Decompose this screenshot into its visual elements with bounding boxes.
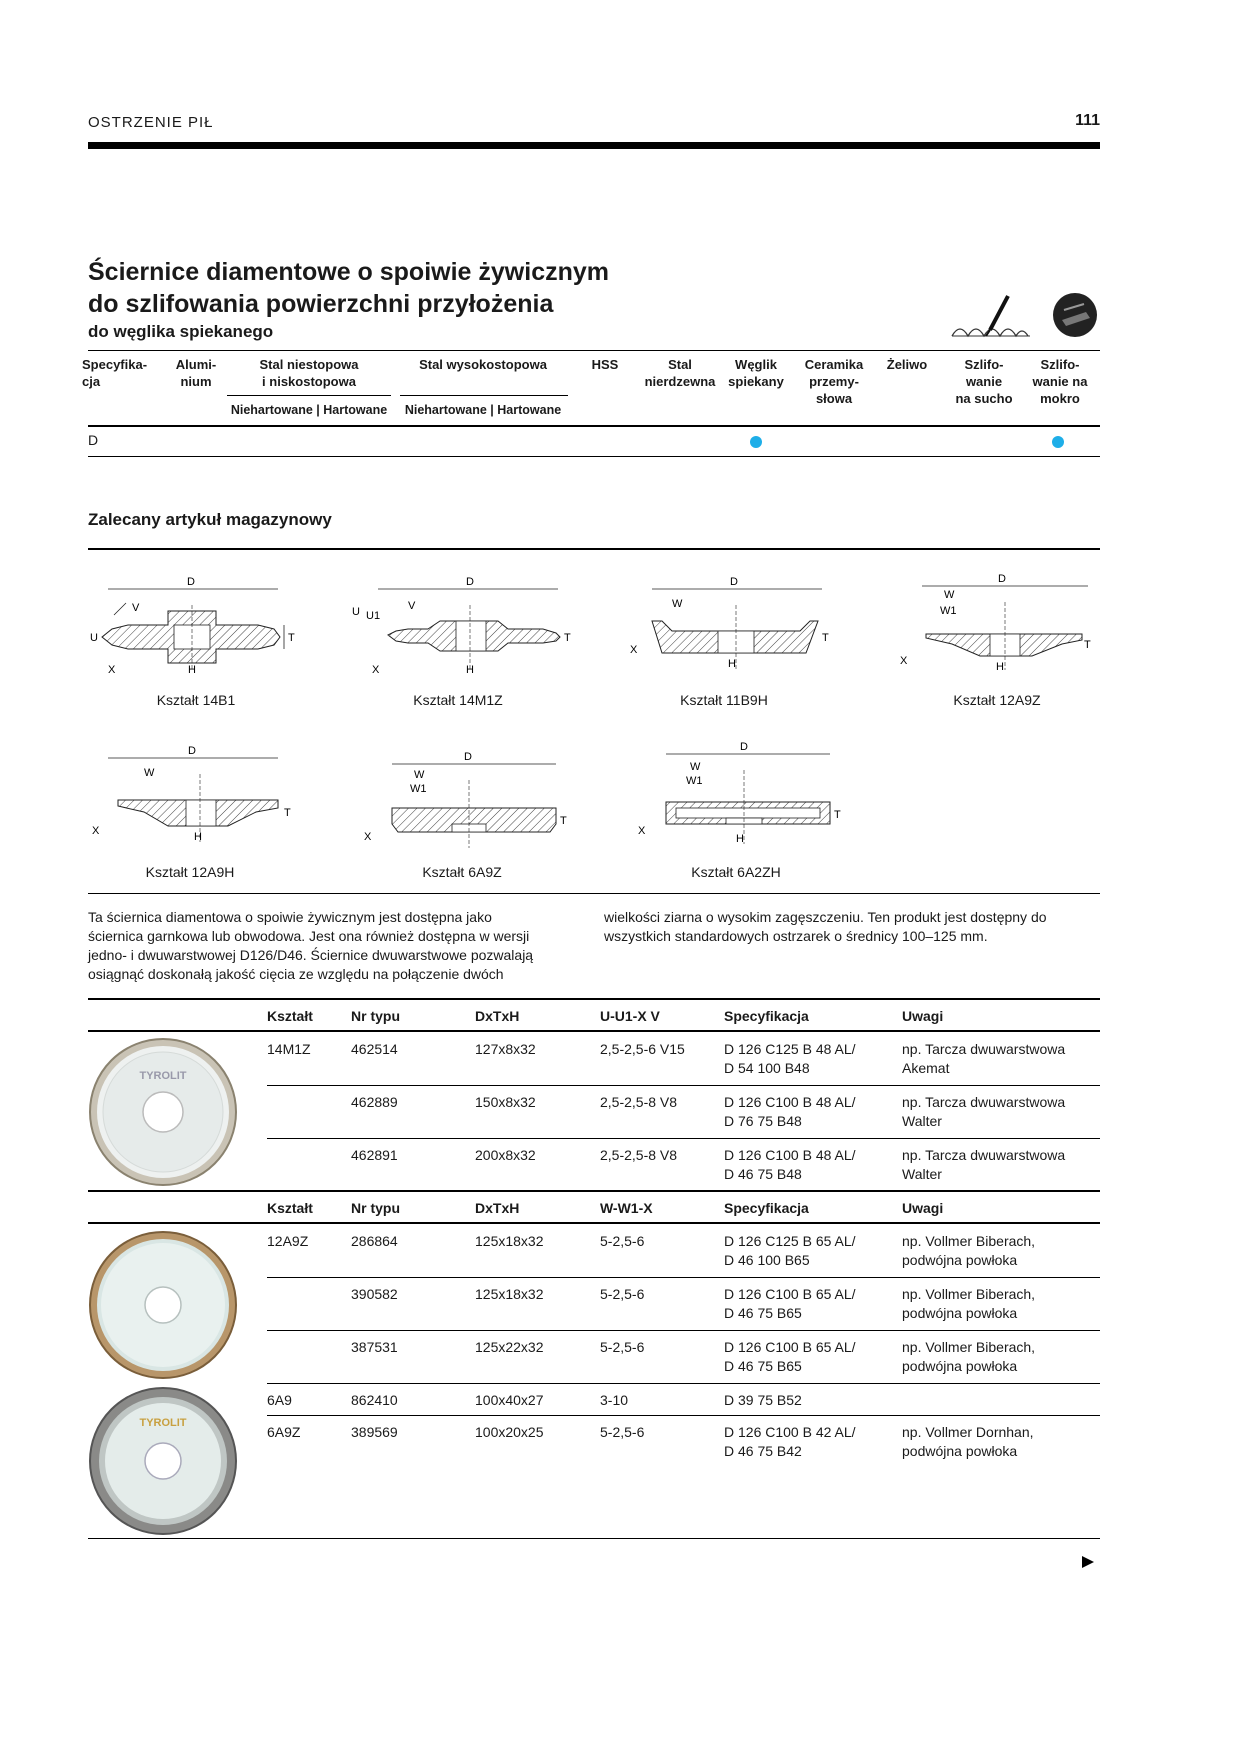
app-head-mokro: Szlifo- wanie na mokro [1032, 357, 1088, 406]
t2-head-shape: Kształt [267, 1200, 313, 1216]
caption-11b9h: Kształt 11B9H [680, 692, 768, 708]
svg-text:H: H [194, 831, 202, 843]
cell-uux: 2,5-2,5-6 V15 [600, 1041, 685, 1057]
table-row: 12A9Z [267, 1233, 309, 1249]
table1-rule-head [88, 1030, 1100, 1032]
app-head-stal-niestopowa: Stal niestopowa i niskostopowa [259, 357, 359, 389]
title-line-1: Ściernice diamentowe o spoiwie żywicznym [88, 258, 609, 286]
svg-text:X: X [630, 644, 638, 656]
svg-text:H: H [466, 664, 474, 676]
cell-dim: 125x18x32 [475, 1286, 544, 1302]
cell-type: 462891 [351, 1147, 398, 1163]
diagram-12a9z [892, 572, 1102, 677]
row-divider [267, 1415, 1100, 1416]
cell-wwx: 3-10 [600, 1392, 629, 1408]
header-rule [88, 142, 1100, 149]
cell-dim: 125x22x32 [475, 1339, 544, 1355]
recommended-rule [88, 548, 1100, 550]
svg-text:U: U [352, 606, 360, 618]
diagram-12a9h [88, 744, 298, 849]
svg-text:D: D [466, 576, 474, 588]
diagram-6a9z [356, 750, 566, 855]
caption-12a9h: Kształt 12A9H [145, 864, 235, 880]
app-head-stal-wysokostopowa: Stal wysokostopowa [419, 357, 547, 372]
cell-dim: 125x18x32 [475, 1233, 544, 1249]
recommended-title: Zalecany artykuł magazynowy [88, 510, 332, 529]
app-rule-top [88, 350, 1100, 351]
diagram-14b1 [88, 575, 295, 680]
app-sub-n: Niehartowane | Hartowane [230, 403, 388, 417]
cell-notes: np. Vollmer Biberach, podwójna powłoka [902, 1233, 1036, 1268]
cell-dim: 150x8x32 [475, 1094, 536, 1110]
t1-head-dim: DxTxH [475, 1008, 520, 1024]
t2-head-notes: Uwagi [902, 1200, 944, 1216]
svg-text:T: T [284, 807, 291, 819]
svg-text:T: T [822, 632, 829, 644]
app-head-stal-nierdzewna: Stal nierdzewna [644, 357, 716, 389]
cell-notes: np. Vollmer Biberach, podwójna powłoka [902, 1286, 1036, 1321]
cell-spec: D 126 C100 B 48 AL/ D 76 75 B48 [724, 1094, 856, 1129]
cell-spec: D 126 C100 B 42 AL/ D 46 75 B42 [724, 1424, 856, 1459]
t2-head-type: Nr typu [351, 1200, 400, 1216]
cell-spec: D 39 75 B52 [724, 1392, 802, 1408]
svg-text:D: D [998, 573, 1006, 585]
svg-text:U1: U1 [366, 610, 381, 622]
cell-type: 462889 [351, 1094, 398, 1110]
svg-text:U: U [90, 632, 98, 644]
next-page-arrow-icon[interactable] [1080, 1554, 1096, 1570]
cell-uux: 2,5-2,5-8 V8 [600, 1094, 678, 1110]
description-col-1: Ta ściernica diamentowa o spoiwie żywicznym jest dostępna jako ściernica garnkowa lub obwodowa. Jest ona również dostępna w wersji jedno- i dwuwarstwowej D126/D46. Ściernice dwuwarstwowe pozwalają osiągnąć doskonałą jakość cięcia ze względu na połączenie dwóch [88, 909, 534, 982]
page-subtitle: do węglika spiekanego [88, 322, 274, 341]
svg-text:X: X [108, 664, 116, 676]
description-col-2: wielkości ziarna o wysokim zagęszczeniu. Ten produkt jest dostępny do wszystkich standardowych ostrzarek o średnicy 100–125 mm. [604, 909, 1047, 944]
cell-wwx: 5-2,5-6 [600, 1339, 645, 1355]
svg-text:V: V [408, 600, 416, 612]
caption-14b1: Kształt 14B1 [156, 692, 236, 708]
svg-text:H: H [996, 661, 1004, 673]
cell-wwx: 5-2,5-6 [600, 1424, 645, 1440]
svg-text:W: W [944, 589, 955, 601]
svg-text:W: W [414, 769, 425, 781]
wheel-photo-6a9z [88, 1386, 238, 1536]
cell-type: 387531 [351, 1339, 398, 1355]
t1-head-type: Nr typu [351, 1008, 400, 1024]
diagram-14m1z [348, 575, 578, 680]
t1-head-uux: U-U1-X V [600, 1008, 660, 1024]
cell-notes: np. Vollmer Dornhan, podwójna powłoka [902, 1424, 1034, 1459]
cell-notes: np. Vollmer Biberach, podwójna powłoka [902, 1339, 1036, 1374]
svg-text:X: X [372, 664, 380, 676]
t2-head-dim: DxTxH [475, 1200, 520, 1216]
table2-rule-head [88, 1222, 1100, 1224]
app-head-zeliwo: Żeliwo [886, 357, 928, 372]
svg-text:T: T [1084, 639, 1091, 651]
svg-text:H: H [728, 658, 736, 670]
svg-text:D: D [188, 745, 196, 757]
t1-head-shape: Kształt [267, 1008, 313, 1024]
cell-dim: 200x8x32 [475, 1147, 536, 1163]
diagram-6a2zh [630, 740, 850, 850]
t1-head-notes: Uwagi [902, 1008, 944, 1024]
caption-14m1z: Kształt 14M1Z [413, 692, 503, 708]
table2-rule-bottom [88, 1538, 1100, 1539]
cell-type: 462514 [351, 1041, 398, 1057]
cell-spec: D 126 C100 B 65 AL/ D 46 75 B65 [724, 1339, 856, 1374]
app-head-alu: Alumi- nium [175, 357, 217, 389]
svg-text:V: V [132, 602, 140, 614]
svg-text:X: X [92, 825, 100, 837]
table1-rule-top [88, 998, 1100, 1000]
app-rule-bottom [88, 456, 1100, 457]
dim-d: D [187, 576, 195, 588]
app-subrule-w [400, 395, 568, 396]
app-sub-w: Niehartowane | Hartowane [404, 403, 562, 417]
svg-text:W: W [144, 767, 155, 779]
svg-text:D: D [730, 576, 738, 588]
svg-text:T: T [560, 815, 567, 827]
row-divider [267, 1138, 1100, 1139]
page-number: 111 [1075, 112, 1100, 129]
table-row: 6A9Z [267, 1424, 301, 1440]
svg-text:D: D [464, 751, 472, 763]
cell-spec: D 126 C100 B 65 AL/ D 46 75 B65 [724, 1286, 856, 1321]
row-divider [267, 1330, 1100, 1331]
svg-text:W: W [672, 598, 683, 610]
cell-type: 389569 [351, 1424, 398, 1440]
app-head-sucho: Szlifo- wanie na sucho [955, 357, 1013, 406]
cell-notes: np. Tarcza dwuwarstwowa Akemat [902, 1041, 1066, 1076]
svg-text:T: T [288, 632, 295, 644]
caption-6a2zh: Kształt 6A2ZH [691, 864, 781, 880]
svg-text:W1: W1 [410, 783, 427, 795]
table-row: 6A9 [267, 1392, 292, 1408]
cell-uux: 2,5-2,5-8 V8 [600, 1147, 678, 1163]
svg-text:W1: W1 [940, 605, 957, 617]
cell-wwx: 5-2,5-6 [600, 1233, 645, 1249]
cell-notes: np. Tarcza dwuwarstwowa Walter [902, 1147, 1066, 1182]
app-head-weglik: Węglik spiekany [728, 357, 784, 389]
app-rule-mid [88, 425, 1100, 427]
svg-text:X: X [364, 831, 372, 843]
app-head-ceramika: Ceramika przemy- słowa [804, 357, 864, 406]
app-subrule-n [227, 395, 391, 396]
table-row: 14M1Z [267, 1041, 311, 1057]
wheel-brand: TYROLIT [139, 1070, 187, 1082]
svg-text:T: T [564, 632, 571, 644]
svg-text:H: H [188, 664, 196, 676]
caption-6a9z: Kształt 6A9Z [422, 864, 502, 880]
t2-head-spec: Specyfikacja [724, 1200, 809, 1216]
wheel-brand: TYROLIT [139, 1417, 187, 1429]
svg-text:W: W [690, 761, 701, 773]
svg-text:T: T [834, 809, 841, 821]
dot-weglik [750, 436, 762, 448]
saw-grinding-icon [950, 292, 1032, 340]
cell-spec: D 126 C125 B 65 AL/ D 46 100 B65 [724, 1233, 856, 1268]
section-header: OSTRZENIE PIŁ [88, 114, 214, 131]
cell-spec: D 126 C125 B 48 AL/ D 54 100 B48 [724, 1041, 856, 1076]
svg-text:X: X [900, 655, 908, 667]
wheel-photo-14m1z [88, 1037, 238, 1187]
row-divider [267, 1085, 1100, 1086]
dot-mokro [1052, 436, 1064, 448]
svg-text:H: H [736, 833, 744, 845]
cell-type: 286864 [351, 1233, 398, 1249]
cell-wwx: 5-2,5-6 [600, 1286, 645, 1302]
cell-dim: 100x20x25 [475, 1424, 544, 1440]
svg-text:D: D [740, 741, 748, 753]
app-head-spec: Specyfika- cja [82, 357, 148, 389]
cell-notes: np. Tarcza dwuwarstwowa Walter [902, 1094, 1066, 1129]
table2-rule-top [88, 1190, 1100, 1192]
title-line-2: do szlifowania powierzchni przyłożenia [88, 290, 554, 318]
wheel-photo-12a9z [88, 1230, 238, 1380]
svg-text:X: X [638, 825, 646, 837]
page-title [88, 256, 609, 320]
diagram-11b9h [622, 575, 842, 680]
dry-grinding-icon [1052, 292, 1098, 338]
t1-head-spec: Specyfikacja [724, 1008, 809, 1024]
cell-dim: 127x8x32 [475, 1041, 536, 1057]
row-divider [267, 1383, 1100, 1384]
cell-type: 390582 [351, 1286, 398, 1302]
row-divider [267, 1277, 1100, 1278]
app-row-spec: D [88, 432, 99, 448]
cell-type: 862410 [351, 1392, 398, 1408]
caption-12a9z: Kształt 12A9Z [953, 692, 1041, 708]
t2-head-wwx: W-W1-X [600, 1200, 653, 1216]
cell-spec: D 126 C100 B 48 AL/ D 46 75 B48 [724, 1147, 856, 1182]
shapes-rule [88, 893, 1100, 894]
cell-dim: 100x40x27 [475, 1392, 544, 1408]
svg-text:W1: W1 [686, 775, 703, 787]
app-head-hss: HSS [591, 357, 619, 372]
